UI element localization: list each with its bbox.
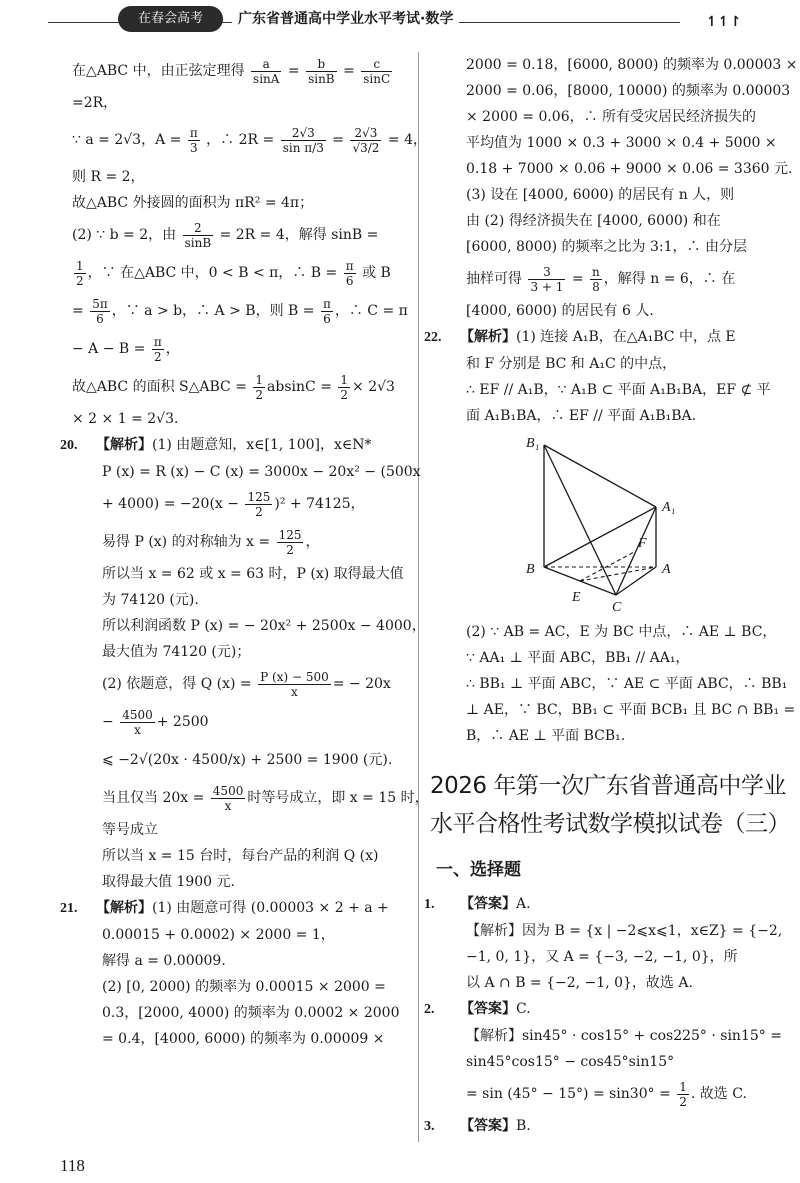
exam-title-line-2: 水平合格性考试数学模拟试卷（三）: [430, 811, 790, 837]
fraction: $\frac{125}{2}$: [247, 489, 271, 519]
fraction: $\frac{\pi}{2}$: [153, 334, 162, 364]
answer-3: 3. 【答案】B.: [424, 1118, 531, 1134]
text-line: 由 (2) 得经济损失在 [4000, 6000) 和在: [466, 213, 721, 229]
label-f: F: [638, 536, 647, 551]
fraction: $\frac{\pi}{6}$: [345, 258, 354, 288]
edge-b1a1: [544, 445, 656, 507]
text-line: 抽样可得 $\frac{3}{3 + 1}$ = $\frac{n}{8}$ ，解得 n = 6，∴ 在: [466, 264, 736, 294]
series-logo: 在春会高考: [118, 6, 223, 32]
fraction: $\frac{b}{\sin B}$: [308, 56, 335, 86]
fraction: $\frac{4500}{x}$: [212, 783, 244, 813]
fraction: $\frac{5\pi}{6}$: [92, 296, 108, 326]
fraction: $\frac{\pi}{3}$: [189, 125, 198, 155]
text-line: 0.00015 + 0.0002) × 2000 = 1，: [102, 927, 335, 943]
text-line: − A − B = $\frac{\pi}{2}$ ，: [72, 334, 180, 364]
answer-1: 1. 【答案】A.: [424, 896, 531, 912]
question-21-heading: 21. 【解析】(1) 由题意可得 (0.00003 × 2 + a +: [60, 900, 389, 916]
label-b: B: [526, 562, 535, 577]
text-line: (2) ∵ b = 2，由 $\frac{2}{\sin B}$ = 2R = 4，解得 sinB =: [72, 220, 379, 250]
text-line: 【解析】因为 B = {x | −2⩽x⩽1，x∈Z} = {−2,: [466, 923, 783, 939]
prism-figure: [496, 435, 716, 615]
text-line: 当且仅当 20x = $\frac{4500}{x}$ 时等号成立，即 x = 15 时，: [102, 783, 429, 813]
fraction: $\frac{2}{\sin B}$: [184, 220, 212, 250]
fraction: $\frac{1}{2}$: [340, 372, 349, 402]
label-a: A: [662, 562, 671, 577]
text-line: ∵ AA₁ ⊥ 平面 ABC，BB₁ // AA₁，: [466, 650, 690, 666]
page-header: [0, 0, 800, 46]
text-line: 易得 P (x) 的对称轴为 x = $\frac{125}{2}$ ，: [102, 527, 320, 557]
label-b1: B₁: [526, 436, 540, 451]
text-line: $\frac{1}{2}$ ，∵ 在△ABC 中，0 < B < π，∴ B = $\frac{\pi}{6}$ 或 B: [76, 258, 391, 288]
text-line: ∵ a = 2√3，A = $\frac{\pi}{3}$ ，∴ 2R = $\frac{2√3}{\text{sin π/3}}$ = $\frac{2√3}{√3/2}$ = 4，: [72, 125, 427, 155]
fraction: $\frac{c}{\sin C}$: [363, 56, 391, 86]
text-line: 所以当 x = 15 台时，每台产品的利润 Q (x): [102, 848, 379, 864]
text-line: = sin (45° − 15°) = sin30° = $\frac{1}{2}$ . 故选 C.: [466, 1079, 747, 1109]
text-line: (2) 依题意，得 Q (x) = $\frac{P (x) - 500}{x}$ = − 20x: [102, 669, 391, 699]
text-line: = $\frac{5\pi}{6}$ ，∵ a > b，∴ A > B，则 B = $\frac{\pi}{6}$ ，∴ C = π: [72, 296, 408, 326]
prism-diagram: [496, 435, 716, 615]
answer-2: 2. 【答案】C.: [424, 1001, 531, 1017]
text-line: [4000, 6000) 的居民有 6 人.: [466, 303, 654, 319]
text-line: × 2000 = 0.06，∴ 所有受灾居民经济损失的: [466, 109, 757, 125]
text-line: 等号成立: [102, 822, 158, 838]
text-line: ∴ EF // A₁B，∵ A₁B ⊂ 平面 A₁B₁BA，EF ⊄ 平: [466, 382, 771, 398]
text-line: 为 74120 (元).: [102, 592, 199, 608]
text-line: 所以利润函数 P (x) = − 20x² + 2500x − 4000，: [102, 618, 426, 634]
fraction: $\frac{125}{2}$: [278, 527, 302, 557]
fraction: $\frac{1}{2}$: [76, 258, 84, 288]
text-line: 【解析】sin45° · cos15° + cos225° · sin15° =: [466, 1028, 782, 1044]
text-line: 面 A₁B₁BA，∴ EF // 平面 A₁B₁BA.: [466, 408, 697, 424]
text-line: 在△ABC 中，由正弦定理得 $\frac{a}{\sin A}$ = $\frac{b}{\sin B}$ = $\frac{c}{\sin C}$: [72, 56, 391, 86]
right-column: [424, 52, 798, 1140]
text-line: 故△ABC 外接圆的面积为 πR² = 4π；: [72, 195, 314, 211]
text-line: = 0.4，[4000, 6000) 的频率为 0.00009 ×: [102, 1031, 385, 1047]
text-line: 2000 = 0.06，[8000, 10000) 的频率为 0.00003: [466, 83, 791, 99]
fraction: $\frac{2√3}{\text{sin π/3}}$: [282, 125, 324, 155]
question-22-heading: 22. 【解析】(1) 连接 A₁B，在△A₁BC 中，点 E: [424, 329, 736, 345]
text-line: [6000, 8000) 的频率之比为 3:1，∴ 由分层: [466, 239, 747, 255]
text-line: (3) 设在 [4000, 6000) 的居民有 n 人，则: [466, 187, 735, 203]
text-line: (2) [0, 2000) 的频率为 0.00015 × 2000 =: [102, 979, 386, 995]
fraction: $\frac{3}{3 + 1}$: [530, 264, 564, 294]
text-line: 0.3，[2000, 4000) 的频率为 0.0002 × 2000: [102, 1005, 400, 1021]
text-line: B，∴ AE ⊥ 平面 BCB₁.: [466, 728, 626, 744]
text-line: 2000 = 0.18，[6000, 8000) 的频率为 0.00003 ×: [466, 57, 798, 73]
label-a1: A₁: [662, 500, 676, 515]
text-line: × 2 × 1 = 2√3.: [72, 411, 179, 427]
label-c: C: [612, 600, 622, 615]
text-line: ⩽ −2√(20x · 4500/x) + 2500 = 1900 (元).: [102, 752, 393, 768]
text-line: − $\frac{4500}{x}$ + 2500: [102, 707, 209, 737]
text-line: ⊥ AE，∵ BC，BB₁ ⊂ 平面 BCB₁ 且 BC ∩ BB₁ =: [466, 702, 796, 718]
text-line: 所以当 x = 62 或 x = 63 时，P (x) 取得最大值: [102, 566, 404, 582]
fraction: $\frac{1}{2}$: [255, 372, 264, 402]
exam-title: [430, 767, 790, 843]
text-line: 以 A ∩ B = {−2, −1, 0}，故选 A.: [466, 975, 693, 991]
fraction: $\frac{1}{2}$: [679, 1079, 687, 1109]
text-line: 最大值为 74120 (元)；: [102, 644, 251, 660]
text-line: 解得 a = 0.00009.: [102, 953, 226, 969]
hidden-edge-ea: [580, 567, 656, 581]
text-line: P (x) = R (x) − C (x) = 3000x − 20x² − (500x: [102, 464, 421, 480]
text-line: 故△ABC 的面积 S△ABC = $\frac{1}{2}$ absinC = $\frac{1}{2}$ × 2√3: [72, 372, 395, 402]
fraction: $\frac{a}{\sin A}$: [253, 56, 280, 86]
column-divider: [418, 52, 419, 1142]
fraction: $\frac{4500}{x}$: [122, 707, 153, 737]
left-column: [60, 52, 429, 1052]
label-e: E: [572, 590, 581, 605]
page-number: 118: [60, 1156, 85, 1175]
text-line: =2R，: [72, 95, 118, 111]
fraction: $\frac{\pi}{6}$: [322, 296, 331, 326]
question-20-heading: 20. 【解析】(1) 由题意知，x∈[1, 100]，x∈N*: [60, 437, 372, 453]
text-line: 平均值为 1000 × 0.3 + 3000 × 0.4 + 5000 ×: [466, 135, 777, 151]
text-line: 取得最大值 1900 元.: [102, 874, 235, 890]
edge-b1c: [544, 445, 616, 595]
text-line: + 4000) = −20(x − $\frac{125}{2}$ )² + 74125，: [102, 489, 365, 519]
text-line: (2) ∵ AB = AC，E 为 BC 中点，∴ AE ⊥ BC，: [466, 624, 777, 640]
text-line: sin45°cos15° − cos45°sin15°: [466, 1054, 675, 1070]
fraction: $\frac{n}{8}$: [592, 264, 600, 294]
exam-title-line-1: 2026 年第一次广东省普通高中学业: [430, 773, 786, 799]
header-mark: ↿↿↾: [702, 14, 745, 30]
header-title: 广东省普通高中学业水平考试·数学: [232, 8, 459, 28]
fraction: $\frac{P (x) - 500}{x}$: [260, 669, 329, 699]
text-line: 和 F 分别是 BC 和 A₁C 的中点，: [466, 356, 677, 372]
fraction: $\frac{2√3}{√3/2}$: [352, 125, 380, 155]
section-heading: 一、选择题: [436, 860, 521, 880]
hidden-edge-ef: [580, 551, 636, 581]
text-line: −1, 0, 1}，又 A = {−3, −2, −1, 0}，所: [466, 949, 738, 965]
text-line: 则 R = 2，: [72, 169, 145, 185]
text-line: 0.18 + 7000 × 0.06 + 9000 × 0.06 = 3360 元.: [466, 161, 793, 177]
text-line: ∴ BB₁ ⊥ 平面 ABC，∵ AE ⊂ 平面 ABC，∴ BB₁: [466, 676, 788, 692]
